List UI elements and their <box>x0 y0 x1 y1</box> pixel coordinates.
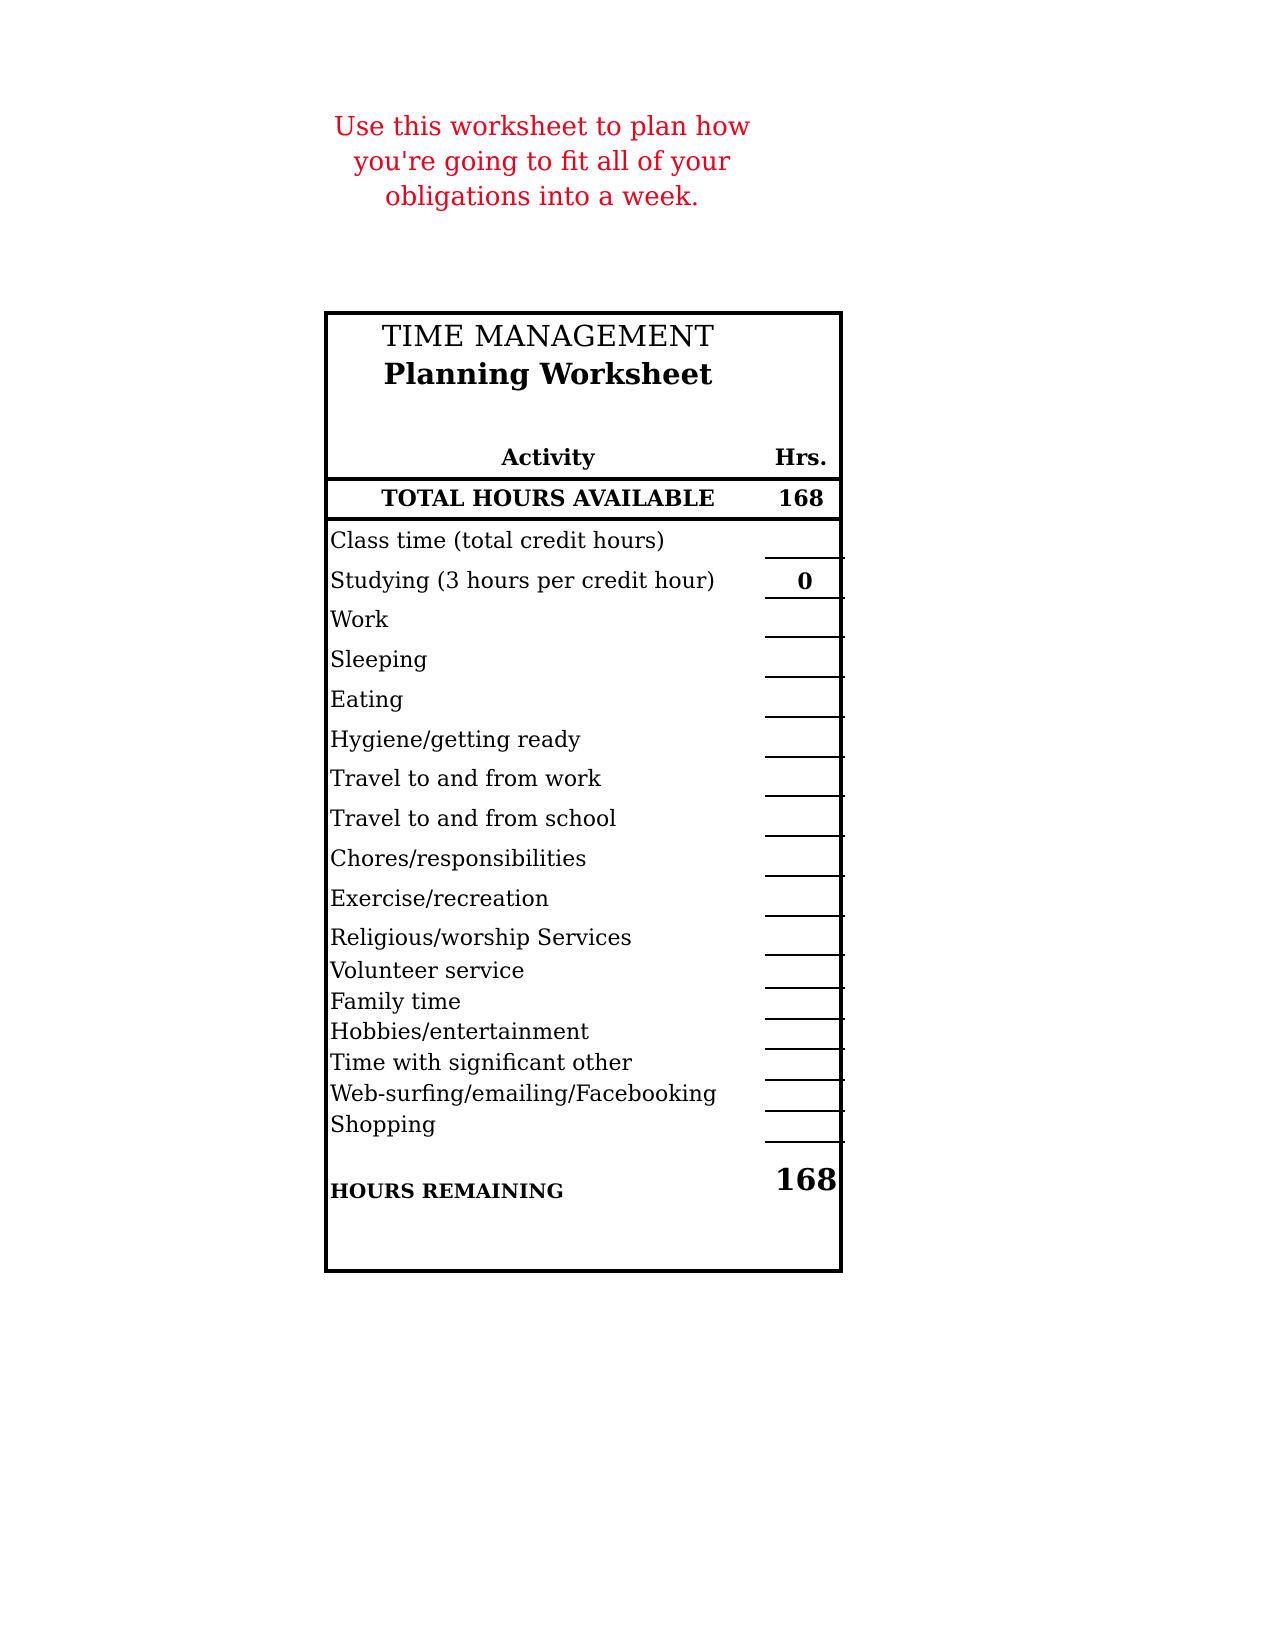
hours-entry-field[interactable] <box>765 728 845 758</box>
activity-label: Chores/responsibilities <box>330 847 587 872</box>
activity-label: Family time <box>330 990 462 1015</box>
hours-entry-field[interactable] <box>765 767 845 797</box>
hours-entry-field[interactable] <box>765 887 845 917</box>
worksheet-title: TIME MANAGEMENT <box>381 319 715 353</box>
activity-label: Religious/worship Services <box>330 926 632 951</box>
instructions-line: you're going to fit all of your <box>353 147 731 177</box>
activity-label: Work <box>330 608 389 633</box>
total-hours-label: TOTAL HOURS AVAILABLE <box>381 486 715 512</box>
hours-entry-field[interactable] <box>765 990 845 1020</box>
hours-entry-field[interactable] <box>765 529 845 559</box>
activity-label: Hygiene/getting ready <box>330 728 581 753</box>
activity-label: Volunteer service <box>330 959 525 984</box>
activity-label: Exercise/recreation <box>330 887 549 912</box>
activity-label: Travel to and from school <box>330 807 617 832</box>
activity-label: Time with significant other <box>330 1051 632 1076</box>
hours-entry-field[interactable] <box>765 1020 845 1050</box>
hours-remaining-value: 168 <box>774 1163 838 1198</box>
hours-entry-field[interactable] <box>765 648 845 678</box>
hours-remaining-label: HOURS REMAINING <box>330 1179 564 1203</box>
hours-entry-field[interactable] <box>765 1051 845 1081</box>
activity-label: Hobbies/entertainment <box>330 1020 589 1045</box>
total-hours-value: 168 <box>778 486 824 512</box>
instructions-line: obligations into a week. <box>384 182 700 212</box>
hours-entry-field[interactable] <box>765 807 845 837</box>
hours-entry-field[interactable] <box>765 959 845 989</box>
planning-worksheet <box>324 311 843 1273</box>
hours-entry-field[interactable] <box>765 608 845 638</box>
total-hours-row <box>324 477 843 521</box>
activity-label: Web-surfing/emailing/Facebooking <box>330 1082 717 1107</box>
hours-entry-field[interactable] <box>765 688 845 718</box>
hours-column-header: Hrs. <box>774 445 828 471</box>
activity-label: Studying (3 hours per credit hour) <box>330 569 715 594</box>
activity-label: Shopping <box>330 1113 436 1138</box>
hours-entry-field[interactable] <box>765 926 845 956</box>
activity-column-header: Activity <box>501 445 595 471</box>
activity-label: Class time (total credit hours) <box>330 529 665 554</box>
instructions-text <box>322 110 762 215</box>
activity-label: Eating <box>330 688 404 713</box>
worksheet-subtitle: Planning Worksheet <box>383 357 713 391</box>
instructions-line: Use this worksheet to plan how <box>333 112 751 142</box>
hours-entry-field[interactable] <box>765 847 845 877</box>
hours-entry-field[interactable]: 0 <box>765 569 845 599</box>
activity-label: Travel to and from work <box>330 767 601 792</box>
hours-entry-field[interactable] <box>765 1113 845 1143</box>
hours-entry-field[interactable] <box>765 1082 845 1112</box>
activity-label: Sleeping <box>330 648 428 673</box>
